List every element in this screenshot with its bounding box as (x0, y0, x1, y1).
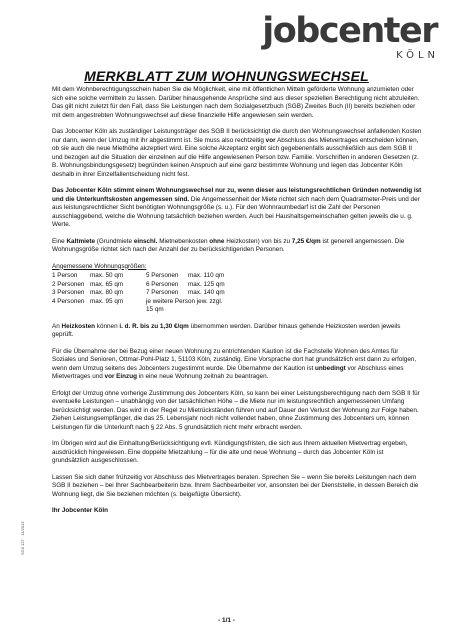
logo-wordmark: jobcenter (262, 11, 437, 51)
sizes-persons-cell: 5 Personen (146, 272, 179, 279)
sizes-row (52, 298, 225, 315)
sizes-area-cell: max. 95 qm (90, 297, 124, 305)
sizes-persons-cell: 3 Personen (52, 289, 85, 296)
sizes-area-cell: max. 65 qm (90, 280, 124, 288)
sizes-persons-cell: 4 Personen (52, 297, 85, 305)
jobcenter-logo (241, 11, 439, 66)
paragraph-cold-rent: Eine Kaltmiete (Grundmiete einschl. Mietnebenkosten ohne Heizkosten) von bis zu 7,25 €/qm ist generell angemessen. Die Wohnungsgröße richtet sich nach der Anzahl der zu berücksichtigenden Personen. (52, 237, 405, 253)
document-title: MERKBLATT ZUM WOHNUNGSWECHSEL (84, 68, 369, 84)
sizes-area-cell: max. 50 qm (90, 272, 124, 279)
sizes-area-cell: max. 110 qm (188, 272, 225, 279)
sizes-area-cell: max. 125 qm (188, 280, 225, 288)
sizes-persons-cell: 1 Person (52, 272, 78, 279)
sizes-area-cell: max. 140 qm (188, 289, 225, 296)
paragraph-advice: Lassen Sie sich daher frühzeitig vor Abschluss des Mietvertrages beraten. Sprechen Sie – wenn Sie bereits Leistungen nach dem SGB II beziehen – bei Ihrer Sachbearbeiterin bzw. Ihrem Sachbearbeiter vor, ansonsten bei der Dienststelle, in dessen Bereich die Wohnung liegt, die Sie beziehen möchten (s. beigefügte Übersicht). (52, 473, 419, 498)
paragraph-intro: Mit dem Wohnberechtigungsschein haben Sie die Möglichkeit, eine mit öffentlichen Mitteln geförderte Wohnung anzumieten oder sich eine solche vermitteln zu lassen. Darüber hinausgehende Ansprüche sind aus dieser speziellen Berechtigung nicht abzuleiten. Das gilt nicht zuletzt für den Fall, dass Sie Leistungen nach dem Sozialgesetzbuch (SGB) Zweites Buch (II) bereits beziehen oder mit dem angestrebten Wohnungswechsel auf diese finanzielle Hilfe angewiesen sein werden. (52, 86, 420, 119)
paragraph-heating-costs: An Heizkosten können i. d. R. bis zu 1,30 €/qm übernommen werden. Darüber hinaus gehende Heizkosten werden jeweils geprüft. (52, 322, 401, 338)
paragraph-cost-approval: Das Jobcenter Köln als zuständiger Leistungsträger des SGB II berücksichtigt die durch den Wohnungswechsel anfallenden Kosten nur dann, wenn der Umzug mit ihr abgestimmt ist. Sie muss also rechtzeitig vor Abschluss des Mietvertrages entscheiden können, ob sie auch die neue Miethöhe akzeptiert wird. Eine solche Akzeptanz ergibt sich gegebenenfalls ausschließlich aus dem SGB II und bezogen auf die Situation der einzelnen auf die Hilfe angewiesenen Person bzw. Familie. Vorschriften in anderen Gesetzen (z. B. Wohnungsbindungsgesetz) begründen keinen Anspruch auf eine ganz bestimmte Wohnung und legen das Jobcenter Köln deshalb in ihrer Einzelfallentscheidung nicht fest. (52, 128, 422, 178)
sizes-area-cell: max. 80 qm (90, 289, 124, 296)
logo-city: KÖLN (396, 50, 439, 61)
closing-signature: Ihr Jobcenter Köln (52, 507, 109, 514)
sizes-row (52, 289, 225, 298)
sizes-persons-cell: je weitere Person jew. zzgl. 15 qm (146, 297, 223, 313)
sizes-persons-cell: 7 Personen (146, 289, 179, 296)
document-body (52, 86, 422, 516)
page-number: - 1/1 - (218, 617, 235, 624)
sizes-row (52, 281, 225, 290)
sizes-heading: Angemessene Wohnungsgrößen: (52, 262, 147, 270)
paragraph-move-without-consent: Erfolgt der Umzug ohne vorherige Zustimmung des Jobcenters Köln, so kann bei einer Leistungsberechtigung nach dem SGB II für eventuelle Leistungen – unabhängig von der tatsächlichen Höhe – die Miete nur im leistungsrechtlich angemessenen Umfang berücksichtigt werden. Das wird in der Regel zu Mietrückständen führen und auf Dauer den Verlust der Wohnung zur Folge haben. Ziehen Leistungsempfänger, die das 25. Lebensjahr noch nicht vollendet haben, ohne Zustimmung des Jobcenters um, können Leistungen für die Unterkunft nach § 22 Abs. 5 grundsätzlich nicht mehr erbracht werden. (52, 389, 420, 431)
sizes-persons-cell: 2 Personen (52, 280, 85, 288)
paragraph-deposit: Für die Übernahme der bei Bezug einer neuen Wohnung zu entrichtenden Kaution ist die Fachstelle Wohnen des Amtes für Soziales und Senioren, Ottmar-Pohl-Platz 1, 51103 Köln, zuständig. Eine Vorsprache dort hat grundsätzlich erst dann zu erfolgen, wenn dem Umzug seitens des Jobcenters zugestimmt wurde. Die Übernahme der Kaution ist unbedingt vor Abschluss eines Mietvertrages und vor Einzug in eine neue Wohnung zeitnah zu beantragen. (52, 347, 417, 380)
side-form-code: SGII 127 · 11/2013 (20, 521, 25, 555)
sizes-persons-cell: 6 Personen (146, 280, 179, 288)
paragraph-notice-periods: Im Übrigen wird auf die Einhaltung/Berücksichtigung evtl. Kündigungsfristen, die sich aus Ihrem aktuellen Mietvertrag ergeben, ausdrücklich hingewiesen. Eine doppelte Mietzahlung – für die alte und neue Wohnung – durch das Jobcenter Köln ist grundsätzlich ausgeschlossen. (52, 440, 408, 464)
sizes-row (52, 272, 225, 281)
paragraph-consent-conditions: Das Jobcenter Köln stimmt einem Wohnungswechsel nur zu, wenn dieser aus leistungsrechtlichen Gründen notwendig ist und die Unterkunftskosten angemessen sind. Die Angemessenheit der Miete richtet sich nach dem Quadratmeter-Preis und der aus leistungsrechtlicher Sicht benötigten Wohnungsgröße (s. u.). Für den Wohnraumbedarf ist die Zahl der Personen ausschlaggebend, welche die Wohnung tatsächlich beziehen werden. Auch bei Haushaltsgemeinschaften gelten jeweils die u. g. Werte. (52, 187, 422, 228)
sizes-table (52, 272, 225, 315)
